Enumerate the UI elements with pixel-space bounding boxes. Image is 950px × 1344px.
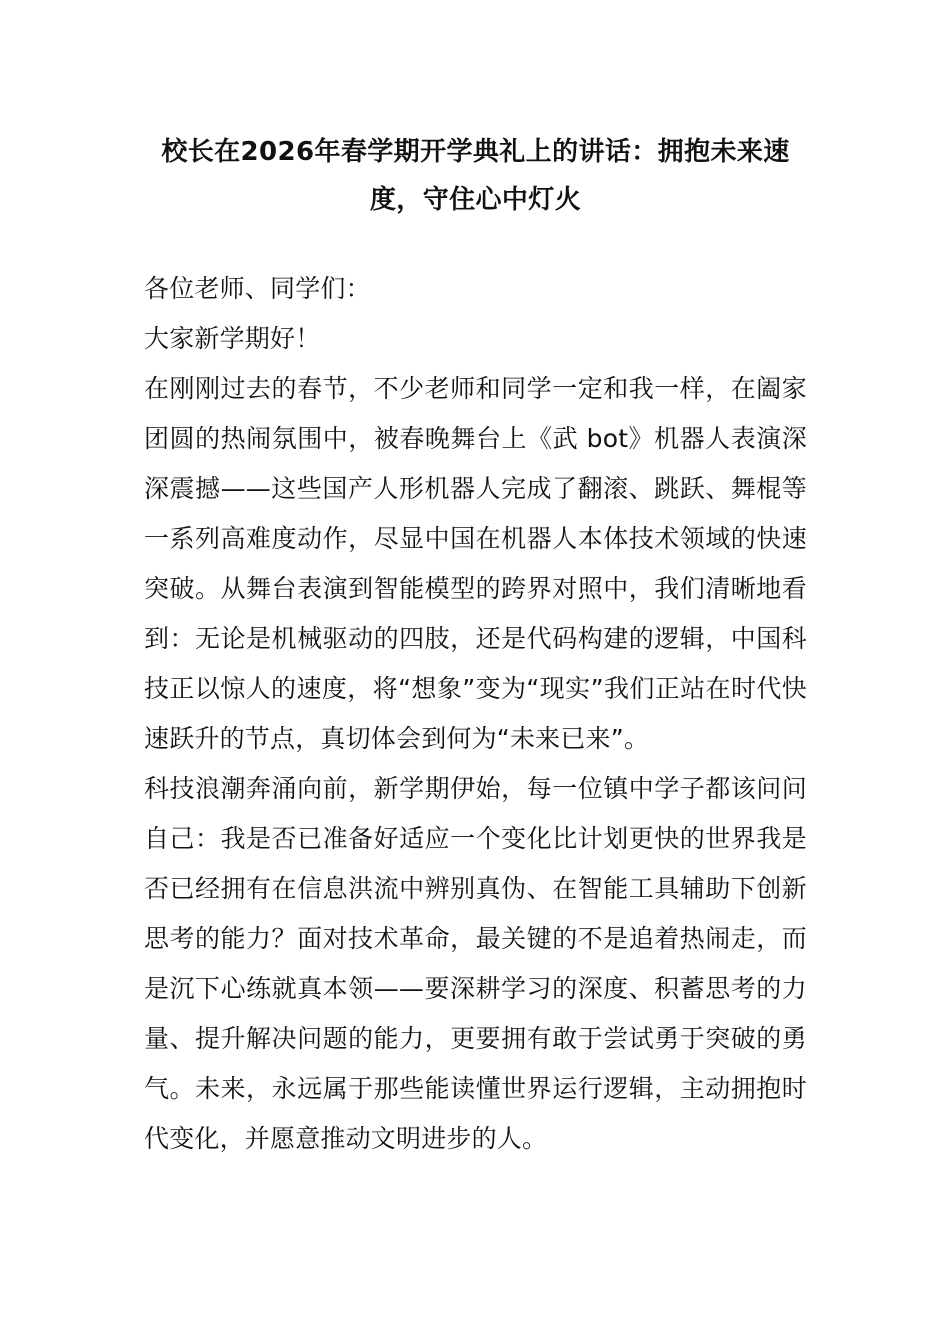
greeting: 大家新学期好！	[144, 324, 321, 353]
body-paragraph-2: 科技浪潮奔涌向前，新学期伊始，每一位镇中学子都该问问自己：我是否已准备好适应一个变化比计划更快的世界我是否已经拥有在信息洪流中辨别真伪、在智能工具辅助下创新思考的能力？面对技术革命，最关键的不是追着热闹走，而是沉下心练就真本领——要深耕学习的深度、积蓄思考的力量、提升解决问题的能力，更要拥有敢于尝试勇于突破的勇气。未来，永远属于那些能读懂世界运行逻辑，主动拥抱时代变化，并愿意推动文明进步的人。	[144, 774, 807, 1153]
body-paragraph-1: 在刚刚过去的春节，不少老师和同学一定和我一样，在阖家团圆的热闹氛围中，被春晚舞台上《武 bot》机器人表演深深震撼——这些国产人形机器人完成了翻滚、跳跃、舞棍等一系列高难度动作，尽显中国在机器人本体技术领域的快速突破。从舞台表演到智能模型的跨界对照中，我们清晰地看到：无论是机械驱动的四肢，还是代码构建的逻辑，中国科技正以惊人的速度，将“想象”变为“现实”我们正站在时代快速跃升的节点，真切体会到何为“未来已来”。	[144, 374, 807, 753]
document-body	[144, 264, 807, 1164]
salutation: 各位老师、同学们：	[144, 274, 371, 303]
document-title: 校长在2026年春学期开学典礼上的讲话：拥抱未来速度，守住心中灯火	[161, 137, 790, 215]
